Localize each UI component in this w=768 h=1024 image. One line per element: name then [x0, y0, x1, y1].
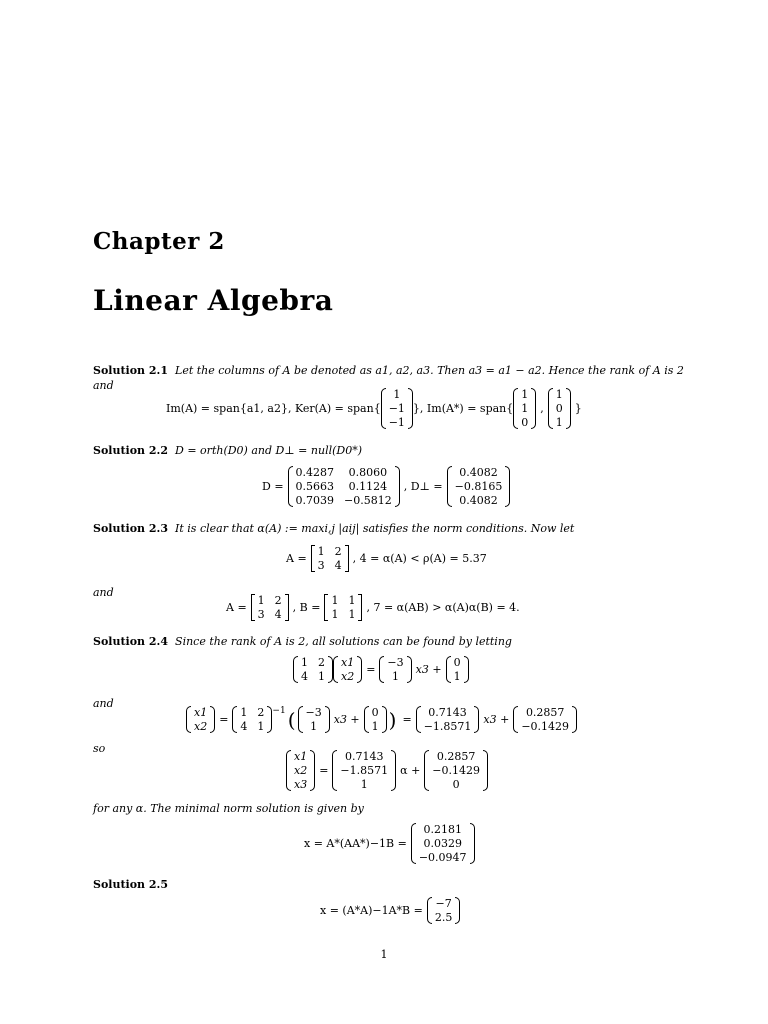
a2-entry: 2	[274, 594, 282, 607]
a2-matrix	[251, 594, 289, 621]
r-entry: 0.7143	[428, 706, 467, 719]
im-vector-2	[548, 388, 571, 429]
x3-plus: x3 +	[333, 713, 360, 726]
equals: =	[402, 713, 412, 726]
d-entry: 0.5663	[295, 480, 335, 493]
solution-2-2-body: D = orth(D0) and D⊥ = null(D0*)	[175, 444, 363, 457]
c-entry: 1	[310, 720, 318, 733]
x-entry: x1	[341, 656, 355, 669]
d-entry: −0.5812	[344, 494, 392, 507]
s1-vector	[332, 750, 396, 791]
coef-entry: 1	[240, 706, 248, 719]
dperp-entry: 0.4082	[459, 494, 498, 507]
dperp-vector	[447, 466, 511, 507]
x12-entries	[338, 656, 357, 683]
dperp-entry: −0.8165	[454, 480, 503, 493]
d-entry: 0.8060	[348, 466, 388, 479]
min-entry: −0.0947	[418, 851, 467, 864]
d-label: D =	[262, 480, 284, 493]
solution-2-4-for-text: for any α. The minimal norm solution is given by	[93, 802, 364, 815]
s-entry: 1	[360, 778, 368, 791]
solution-2-3-equation-1	[282, 545, 487, 572]
solution-2-4-equation-2	[186, 706, 577, 733]
x-entry: x3	[294, 778, 308, 791]
coef-matrix-2-entries	[237, 706, 267, 733]
im-vector-2-entries	[553, 388, 566, 429]
solution-2-5-equation	[316, 897, 460, 924]
open-paren: (	[287, 707, 296, 732]
ls-entries	[432, 897, 456, 924]
solution-2-3-equation-2	[222, 594, 520, 621]
x-entry: x2	[341, 670, 355, 683]
r-entry: −1.8571	[423, 720, 472, 733]
c2-vector	[446, 656, 469, 683]
c-entry: 0	[371, 706, 379, 719]
solution-2-3-text	[93, 522, 574, 535]
a2-label: A =	[226, 601, 247, 614]
c1-vector	[379, 656, 411, 683]
r2-vector	[513, 706, 577, 733]
a-entry: 3	[317, 559, 325, 572]
x-entry: x2	[194, 720, 208, 733]
ker-vector-entries	[386, 388, 408, 429]
solution-2-4-and: and	[93, 697, 114, 710]
c2-entries	[451, 656, 464, 683]
s-entry: 0.2857	[436, 750, 476, 763]
s2-vector	[424, 750, 488, 791]
coef-entry: 2	[318, 656, 325, 669]
solution-2-1-text	[93, 364, 684, 377]
a-matrix-entries	[315, 545, 345, 572]
im-vector-1	[513, 388, 536, 429]
min-norm-entries	[416, 823, 470, 864]
solution-2-4-min-norm	[300, 823, 475, 864]
a2-matrix-entries	[255, 594, 285, 621]
b-matrix	[324, 594, 362, 621]
im-entry: 1	[521, 402, 529, 415]
im-entry: 1	[521, 388, 529, 401]
b-entry: 1	[348, 608, 356, 621]
solution-2-1-and: and	[93, 379, 114, 392]
b-entry: 1	[348, 594, 356, 607]
ker-vector	[381, 388, 413, 429]
coef-entry: 1	[318, 670, 325, 683]
ls-label: x = (A*A)−1A*B =	[320, 904, 423, 917]
d-matrix	[288, 466, 400, 507]
x3-plus: x3 +	[415, 663, 442, 676]
x123-vector	[286, 750, 315, 791]
solution-2-2-text	[93, 444, 362, 457]
x-entry: x1	[294, 750, 308, 763]
r1-vector	[416, 706, 480, 733]
d-matrix-entries	[293, 466, 395, 507]
b-matrix-entries	[328, 594, 358, 621]
a-entry: 4	[334, 559, 342, 572]
im-entry: 1	[555, 388, 563, 401]
im-astar-text: }, Im(A*) = span{	[412, 402, 514, 415]
min-entry: 0.2181	[423, 823, 462, 836]
coef-entry: 2	[257, 706, 265, 719]
dperp-entries	[452, 466, 506, 507]
equals: =	[319, 764, 329, 777]
b-entry: 1	[331, 594, 339, 607]
c-entry: 1	[371, 720, 379, 733]
ker-entry: −1	[388, 416, 405, 429]
a2-entry: 3	[257, 608, 265, 621]
a-entry: 1	[317, 545, 325, 558]
x12-vector	[333, 656, 362, 683]
min-norm-label: x = A*(AA*)−1B =	[304, 837, 407, 850]
c-entry: 0	[453, 656, 461, 669]
c-entry: 1	[453, 670, 461, 683]
s-entry: −1.8571	[340, 764, 389, 777]
x-entry: x2	[294, 764, 308, 777]
ls-entry: 2.5	[434, 911, 453, 924]
a-label: A =	[286, 552, 307, 565]
solution-2-5-text	[93, 878, 168, 891]
ls-vector	[427, 897, 461, 924]
solution-2-3-body: It is clear that α(A) := maxi,j |aij| satisfies the norm conditions. Now let	[175, 522, 575, 535]
x-entry: x1	[194, 706, 208, 719]
solution-2-2-equation	[258, 466, 510, 507]
c2-entries-2	[369, 706, 382, 733]
d-entry: 0.7039	[295, 494, 335, 507]
solution-2-4-text	[93, 635, 512, 648]
norm-relation-1: , 4 = α(A) < ρ(A) = 5.37	[352, 552, 487, 565]
im-entry: 0	[521, 416, 529, 429]
r-entry: −0.1429	[521, 720, 570, 733]
b-entry: 1	[331, 608, 339, 621]
solution-2-4-body: Since the rank of A is 2, all solutions can be found by letting	[175, 635, 512, 648]
coef-entry: 4	[240, 720, 248, 733]
im-vector-1-entries	[518, 388, 531, 429]
s-entry: 0	[452, 778, 460, 791]
c-entry: 1	[392, 670, 400, 683]
dperp-entry: 0.4082	[459, 466, 498, 479]
a2-entry: 1	[257, 594, 265, 607]
coef-entry: 1	[257, 720, 265, 733]
chapter-title: Linear Algebra	[93, 284, 334, 317]
solution-2-3-and: and	[93, 586, 114, 599]
im-ker-text: Im(A) = span{a1, a2}, Ker(A) = span{	[166, 402, 381, 415]
d-entry: 0.4287	[295, 466, 335, 479]
coef-matrix-entries	[298, 656, 328, 683]
inverse-exponent: −1	[272, 706, 286, 716]
x12-vector-2	[186, 706, 215, 733]
coef-entry: 1	[301, 656, 308, 669]
s-entry: −0.1429	[432, 764, 481, 777]
chapter-label: Chapter 2	[93, 228, 225, 255]
close-brace: }	[574, 402, 582, 415]
a2-entry: 4	[274, 608, 282, 621]
solution-2-5-head: Solution 2.5	[93, 878, 169, 891]
c-entry: −3	[305, 706, 322, 719]
c-entry: −3	[387, 656, 404, 669]
s2-entries	[429, 750, 483, 791]
x3-plus: x3 +	[483, 713, 510, 726]
solution-2-4-equation-3	[286, 750, 488, 791]
solution-2-1-body: Let the columns of A be denoted as a1, a2, a3. Then a3 = a1 − a2. Hence the rank of A is 2	[175, 364, 684, 377]
x12-entries-2	[191, 706, 210, 733]
r1-entries	[421, 706, 475, 733]
page-number: 1	[380, 948, 388, 961]
solution-2-1-head: Solution 2.1	[93, 364, 169, 377]
ls-entry: −7	[435, 897, 452, 910]
coef-matrix-2	[232, 706, 272, 733]
c2-vector-2	[364, 706, 387, 733]
s-entry: 0.7143	[345, 750, 384, 763]
im-entry: 1	[555, 416, 563, 429]
alpha-plus: α +	[400, 764, 421, 777]
c1-entries-2	[303, 706, 325, 733]
equals: =	[219, 713, 229, 726]
x123-entries	[291, 750, 310, 791]
comma: ,	[540, 402, 544, 415]
ker-entry: 1	[393, 388, 401, 401]
norm-relation-2: , 7 = α(AB) > α(A)α(B) = 4.	[366, 601, 520, 614]
r2-entries	[518, 706, 572, 733]
c1-entries	[384, 656, 406, 683]
solution-2-2-head: Solution 2.2	[93, 444, 169, 457]
solution-2-3-head: Solution 2.3	[93, 522, 169, 535]
c1-vector-2	[298, 706, 330, 733]
ker-entry: −1	[388, 402, 405, 415]
min-entry: 0.0329	[423, 837, 462, 850]
a-entry: 2	[334, 545, 342, 558]
solution-2-1-equation	[166, 388, 582, 429]
b-label: , B =	[292, 601, 321, 614]
coef-matrix	[293, 656, 333, 683]
solution-2-4-equation-1	[293, 656, 469, 683]
coef-entry: 4	[301, 670, 308, 683]
r-entry: 0.2857	[525, 706, 565, 719]
im-entry: 0	[555, 402, 563, 415]
s1-entries	[337, 750, 391, 791]
equals: =	[366, 663, 376, 676]
a-matrix	[311, 545, 349, 572]
d-entry: 0.1124	[348, 480, 388, 493]
min-norm-vector	[411, 823, 475, 864]
solution-2-4-so: so	[93, 742, 106, 755]
close-paren: )	[388, 707, 397, 732]
solution-2-4-head: Solution 2.4	[93, 635, 169, 648]
dperp-label: , D⊥ =	[403, 480, 443, 493]
